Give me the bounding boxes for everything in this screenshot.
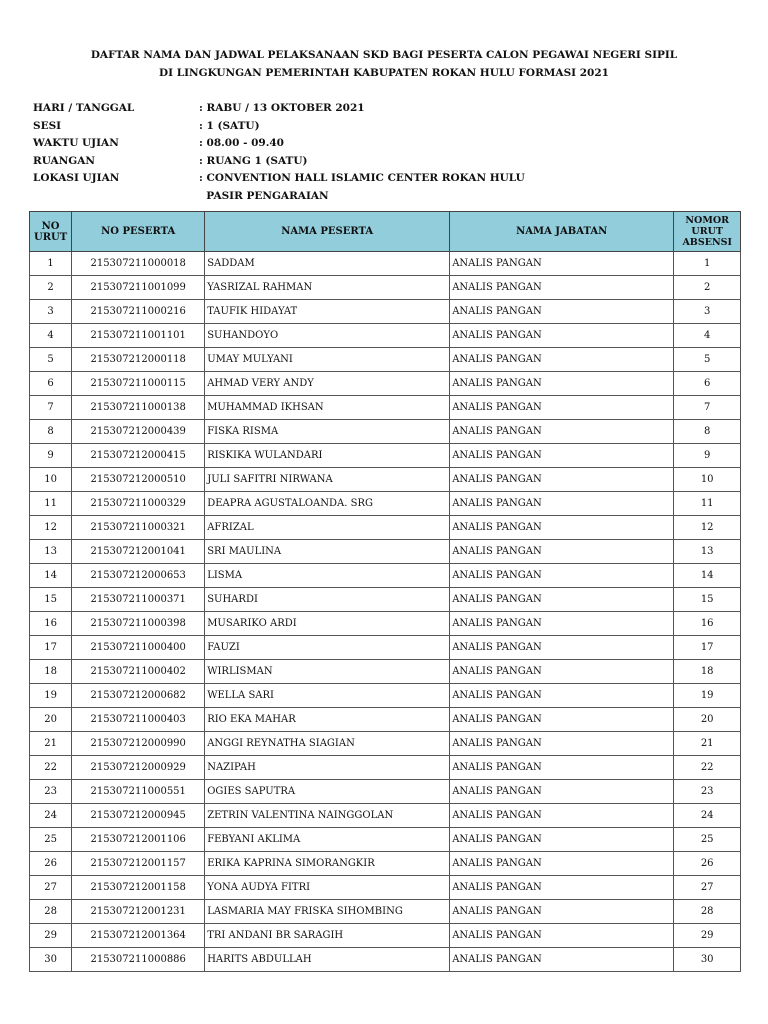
cell-nama-peserta: OGIES SAPUTRA	[205, 780, 450, 804]
cell-nama-jabatan: ANALIS PANGAN	[450, 732, 674, 756]
cell-nama-peserta: RISKIKA WULANDARI	[205, 444, 450, 468]
table-row	[30, 804, 741, 828]
cell-nama-jabatan: ANALIS PANGAN	[450, 468, 674, 492]
header-nama-jabatan: NAMA JABATAN	[450, 212, 674, 252]
cell-nomor-absensi: 4	[674, 324, 741, 348]
cell-nama-peserta: YONA AUDYA FITRI	[205, 876, 450, 900]
info-value: : CONVENTION HALL ISLAMIC CENTER ROKAN HULU	[199, 172, 525, 184]
cell-nama-jabatan: ANALIS PANGAN	[450, 276, 674, 300]
cell-nama-jabatan: ANALIS PANGAN	[450, 948, 674, 972]
header-no-peserta: NO PESERTA	[72, 212, 205, 252]
table-row	[30, 540, 741, 564]
cell-nama-jabatan: ANALIS PANGAN	[450, 876, 674, 900]
cell-no-urut: 20	[30, 708, 72, 732]
table-row	[30, 708, 741, 732]
header-nama-peserta: NAMA PESERTA	[205, 212, 450, 252]
cell-nomor-absensi: 9	[674, 444, 741, 468]
cell-no-peserta: 215307211000138	[72, 396, 205, 420]
cell-no-urut: 9	[30, 444, 72, 468]
cell-no-urut: 19	[30, 684, 72, 708]
info-value: : 08.00 - 09.40	[199, 137, 284, 149]
cell-no-peserta: 215307212000682	[72, 684, 205, 708]
document-title	[0, 46, 768, 82]
cell-nama-peserta: FISKA RISMA	[205, 420, 450, 444]
table-row	[30, 516, 741, 540]
cell-nama-jabatan: ANALIS PANGAN	[450, 588, 674, 612]
cell-no-peserta: 215307212000653	[72, 564, 205, 588]
cell-nomor-absensi: 10	[674, 468, 741, 492]
cell-nama-jabatan: ANALIS PANGAN	[450, 708, 674, 732]
cell-no-peserta: 215307212001041	[72, 540, 205, 564]
cell-nama-jabatan: ANALIS PANGAN	[450, 252, 674, 276]
cell-no-urut: 25	[30, 828, 72, 852]
table-row	[30, 828, 741, 852]
table-row	[30, 612, 741, 636]
title-line-1: DAFTAR NAMA DAN JADWAL PELAKSANAAN SKD BAGI PESERTA CALON PEGAWAI NEGERI SIPIL	[90, 49, 678, 61]
info-label: LOKASI UJIAN	[33, 172, 120, 184]
cell-no-peserta: 215307212000990	[72, 732, 205, 756]
table-row	[30, 780, 741, 804]
cell-nomor-absensi: 20	[674, 708, 741, 732]
table-row	[30, 660, 741, 684]
cell-nama-peserta: LASMARIA MAY FRISKA SIHOMBING	[205, 900, 450, 924]
cell-no-peserta: 215307211000886	[72, 948, 205, 972]
cell-nama-jabatan: ANALIS PANGAN	[450, 516, 674, 540]
table-header	[30, 212, 741, 252]
cell-nomor-absensi: 25	[674, 828, 741, 852]
info-value: : RABU / 13 OKTOBER 2021	[199, 102, 365, 114]
cell-nama-peserta: RIO EKA MAHAR	[205, 708, 450, 732]
cell-no-urut: 3	[30, 300, 72, 324]
cell-nama-peserta: ZETRIN VALENTINA NAINGGOLAN	[205, 804, 450, 828]
cell-nama-jabatan: ANALIS PANGAN	[450, 348, 674, 372]
table-row	[30, 588, 741, 612]
cell-no-peserta: 215307212000118	[72, 348, 205, 372]
cell-nomor-absensi: 6	[674, 372, 741, 396]
cell-no-urut: 26	[30, 852, 72, 876]
cell-nomor-absensi: 7	[674, 396, 741, 420]
header-nomor-absensi: NOMOR URUT ABSENSI	[674, 212, 741, 252]
cell-nama-jabatan: ANALIS PANGAN	[450, 684, 674, 708]
cell-no-peserta: 215307211000398	[72, 612, 205, 636]
cell-nama-peserta: MUSARIKO ARDI	[205, 612, 450, 636]
cell-nomor-absensi: 23	[674, 780, 741, 804]
cell-nama-peserta: NAZIPAH	[205, 756, 450, 780]
info-row	[33, 135, 525, 153]
table-row	[30, 900, 741, 924]
cell-nama-peserta: LISMA	[205, 564, 450, 588]
cell-nama-peserta: ANGGI REYNATHA SIAGIAN	[205, 732, 450, 756]
cell-no-urut: 18	[30, 660, 72, 684]
cell-nama-jabatan: ANALIS PANGAN	[450, 300, 674, 324]
cell-no-urut: 21	[30, 732, 72, 756]
cell-nama-jabatan: ANALIS PANGAN	[450, 396, 674, 420]
table-row	[30, 420, 741, 444]
cell-nama-peserta: FEBYANI AKLIMA	[205, 828, 450, 852]
cell-nomor-absensi: 13	[674, 540, 741, 564]
cell-no-peserta: 215307211000216	[72, 300, 205, 324]
cell-no-urut: 27	[30, 876, 72, 900]
table-row	[30, 756, 741, 780]
info-row	[33, 118, 525, 136]
cell-nomor-absensi: 2	[674, 276, 741, 300]
cell-nama-jabatan: ANALIS PANGAN	[450, 324, 674, 348]
cell-nama-jabatan: ANALIS PANGAN	[450, 636, 674, 660]
cell-no-peserta: 215307212001158	[72, 876, 205, 900]
info-label: HARI / TANGGAL	[33, 102, 135, 114]
table-row	[30, 924, 741, 948]
cell-nomor-absensi: 27	[674, 876, 741, 900]
cell-no-peserta: 215307212000929	[72, 756, 205, 780]
cell-no-peserta: 215307212001106	[72, 828, 205, 852]
cell-nomor-absensi: 21	[674, 732, 741, 756]
table-row	[30, 348, 741, 372]
cell-no-peserta: 215307212001364	[72, 924, 205, 948]
cell-nomor-absensi: 3	[674, 300, 741, 324]
cell-nomor-absensi: 17	[674, 636, 741, 660]
cell-no-urut: 6	[30, 372, 72, 396]
cell-nama-peserta: FAUZI	[205, 636, 450, 660]
cell-nomor-absensi: 11	[674, 492, 741, 516]
cell-no-urut: 4	[30, 324, 72, 348]
cell-nama-jabatan: ANALIS PANGAN	[450, 780, 674, 804]
cell-no-urut: 29	[30, 924, 72, 948]
cell-no-peserta: 215307212000945	[72, 804, 205, 828]
cell-nama-peserta: TAUFIK HIDAYAT	[205, 300, 450, 324]
cell-nomor-absensi: 14	[674, 564, 741, 588]
cell-nomor-absensi: 28	[674, 900, 741, 924]
table-row	[30, 636, 741, 660]
cell-nomor-absensi: 22	[674, 756, 741, 780]
cell-nama-peserta: SRI MAULINA	[205, 540, 450, 564]
cell-nama-jabatan: ANALIS PANGAN	[450, 612, 674, 636]
table-row	[30, 324, 741, 348]
table-row	[30, 948, 741, 972]
cell-nama-peserta: JULI SAFITRI NIRWANA	[205, 468, 450, 492]
header-no-urut: NO URUT	[30, 212, 72, 252]
cell-nama-jabatan: ANALIS PANGAN	[450, 444, 674, 468]
cell-no-urut: 11	[30, 492, 72, 516]
cell-no-urut: 17	[30, 636, 72, 660]
table-row	[30, 732, 741, 756]
cell-nomor-absensi: 1	[674, 252, 741, 276]
cell-no-peserta: 215307211000371	[72, 588, 205, 612]
cell-nama-jabatan: ANALIS PANGAN	[450, 804, 674, 828]
table-row	[30, 252, 741, 276]
cell-nama-peserta: ERIKA KAPRINA SIMORANGKIR	[205, 852, 450, 876]
info-row	[33, 170, 525, 188]
cell-no-urut: 30	[30, 948, 72, 972]
exam-info	[33, 100, 525, 205]
cell-nama-peserta: YASRIZAL RAHMAN	[205, 276, 450, 300]
cell-nama-jabatan: ANALIS PANGAN	[450, 900, 674, 924]
info-row	[33, 153, 525, 171]
cell-no-peserta: 215307212000415	[72, 444, 205, 468]
cell-nama-jabatan: ANALIS PANGAN	[450, 372, 674, 396]
info-label: RUANGAN	[33, 154, 96, 167]
info-label	[33, 188, 199, 206]
table-row	[30, 300, 741, 324]
cell-no-peserta: 215307211000115	[72, 372, 205, 396]
info-label: SESI	[33, 119, 62, 132]
cell-nama-peserta: MUHAMMAD IKHSAN	[205, 396, 450, 420]
cell-no-urut: 10	[30, 468, 72, 492]
info-value: : 1 (SATU)	[199, 119, 260, 132]
cell-nama-peserta: SUHANDOYO	[205, 324, 450, 348]
cell-no-urut: 14	[30, 564, 72, 588]
table-row	[30, 492, 741, 516]
cell-nama-peserta: SUHARDI	[205, 588, 450, 612]
cell-nomor-absensi: 24	[674, 804, 741, 828]
table-row	[30, 468, 741, 492]
cell-nama-jabatan: ANALIS PANGAN	[450, 492, 674, 516]
cell-no-urut: 7	[30, 396, 72, 420]
cell-nomor-absensi: 15	[674, 588, 741, 612]
cell-nomor-absensi: 19	[674, 684, 741, 708]
cell-no-urut: 22	[30, 756, 72, 780]
cell-no-urut: 28	[30, 900, 72, 924]
table-row	[30, 276, 741, 300]
cell-nomor-absensi: 8	[674, 420, 741, 444]
table-row	[30, 684, 741, 708]
cell-nomor-absensi: 26	[674, 852, 741, 876]
cell-no-urut: 2	[30, 276, 72, 300]
cell-nama-peserta: DEAPRA AGUSTALOANDA. SRG	[205, 492, 450, 516]
cell-nama-peserta: WIRLISMAN	[205, 660, 450, 684]
cell-nama-jabatan: ANALIS PANGAN	[450, 540, 674, 564]
info-label: WAKTU UJIAN	[33, 137, 119, 149]
cell-no-peserta: 215307212000510	[72, 468, 205, 492]
cell-no-urut: 8	[30, 420, 72, 444]
cell-nama-jabatan: ANALIS PANGAN	[450, 756, 674, 780]
cell-nama-peserta: AFRIZAL	[205, 516, 450, 540]
cell-no-urut: 15	[30, 588, 72, 612]
cell-no-peserta: 215307212000439	[72, 420, 205, 444]
cell-nama-jabatan: ANALIS PANGAN	[450, 828, 674, 852]
cell-nama-peserta: AHMAD VERY ANDY	[205, 372, 450, 396]
info-row	[33, 100, 525, 118]
cell-nama-jabatan: ANALIS PANGAN	[450, 420, 674, 444]
cell-nama-peserta: TRI ANDANI BR SARAGIH	[205, 924, 450, 948]
cell-nomor-absensi: 12	[674, 516, 741, 540]
cell-nama-jabatan: ANALIS PANGAN	[450, 660, 674, 684]
cell-no-urut: 16	[30, 612, 72, 636]
cell-no-peserta: 215307211001099	[72, 276, 205, 300]
cell-no-peserta: 215307211000018	[72, 252, 205, 276]
cell-nomor-absensi: 18	[674, 660, 741, 684]
cell-nama-peserta: HARITS ABDULLAH	[205, 948, 450, 972]
cell-nomor-absensi: 16	[674, 612, 741, 636]
cell-no-peserta: 215307211000402	[72, 660, 205, 684]
cell-no-peserta: 215307211000400	[72, 636, 205, 660]
cell-no-peserta: 215307212001231	[72, 900, 205, 924]
cell-no-urut: 1	[30, 252, 72, 276]
table-row	[30, 372, 741, 396]
cell-no-urut: 12	[30, 516, 72, 540]
cell-no-urut: 24	[30, 804, 72, 828]
table-row	[30, 564, 741, 588]
cell-no-urut: 13	[30, 540, 72, 564]
info-value: : RUANG 1 (SATU)	[199, 154, 308, 167]
table-row	[30, 876, 741, 900]
cell-no-urut: 5	[30, 348, 72, 372]
cell-no-urut: 23	[30, 780, 72, 804]
info-row	[33, 188, 525, 206]
cell-no-peserta: 215307211000329	[72, 492, 205, 516]
cell-no-peserta: 215307212001157	[72, 852, 205, 876]
cell-nomor-absensi: 5	[674, 348, 741, 372]
cell-nama-jabatan: ANALIS PANGAN	[450, 924, 674, 948]
participant-table	[29, 211, 741, 972]
cell-nama-jabatan: ANALIS PANGAN	[450, 564, 674, 588]
table-row	[30, 444, 741, 468]
cell-nama-peserta: WELLA SARI	[205, 684, 450, 708]
cell-nomor-absensi: 30	[674, 948, 741, 972]
cell-no-peserta: 215307211000551	[72, 780, 205, 804]
cell-nama-jabatan: ANALIS PANGAN	[450, 852, 674, 876]
cell-no-peserta: 215307211000321	[72, 516, 205, 540]
cell-nama-peserta: UMAY MULYANI	[205, 348, 450, 372]
info-value: PASIR PENGARAIAN	[199, 189, 329, 202]
table-row	[30, 852, 741, 876]
title-line-2: DI LINGKUNGAN PEMERINTAH KABUPATEN ROKAN HULU FORMASI 2021	[159, 67, 609, 79]
cell-no-peserta: 215307211001101	[72, 324, 205, 348]
cell-nomor-absensi: 29	[674, 924, 741, 948]
table-row	[30, 396, 741, 420]
cell-no-peserta: 215307211000403	[72, 708, 205, 732]
cell-nama-peserta: SADDAM	[205, 252, 450, 276]
